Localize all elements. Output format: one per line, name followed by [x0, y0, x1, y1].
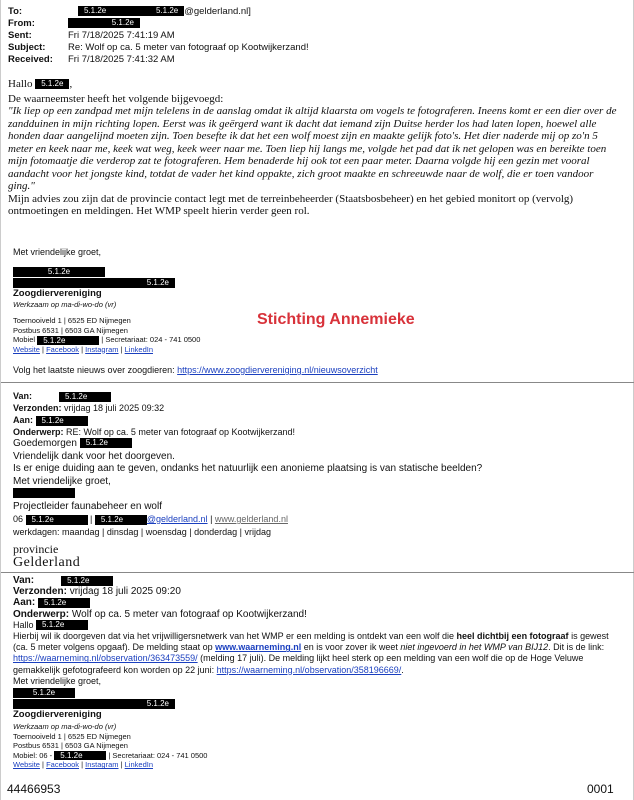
instagram-link[interactable]: Instagram	[85, 760, 119, 770]
stichting-stamp: Stichting Annemieke	[257, 311, 415, 328]
redaction: 5.1.2e	[95, 515, 147, 525]
facebook-link[interactable]: Facebook	[46, 760, 80, 770]
mobile-label: Mobiel: 06 -	[13, 750, 53, 760]
name-redaction-row	[13, 687, 623, 698]
onderwerp-row	[13, 426, 623, 438]
line-1: Vriendelijk dank voor het doorgeven.	[13, 450, 175, 462]
observation-link-1[interactable]: https://waarneming.nl/observation/363473559/	[13, 653, 198, 664]
closing: Met vriendelijke groet,	[13, 675, 102, 686]
divider	[1, 382, 634, 383]
verzonden-value: vrijdag 18 juli 2025 09:20	[69, 586, 181, 598]
aan-row	[13, 597, 623, 608]
facebook-link[interactable]: Facebook	[46, 344, 80, 354]
provincie-line2: Gelderland	[13, 555, 81, 570]
greeting-row	[13, 438, 623, 451]
role: Projectleider faunabeheer en wolf	[13, 500, 162, 512]
subject-label: Subject:	[8, 42, 46, 53]
redaction: 5.1.2e	[35, 79, 69, 89]
received-label: Received:	[8, 54, 53, 65]
news-line	[13, 365, 378, 375]
text-run: en is voor zover ik weet	[301, 642, 401, 653]
redaction: 5.1.2e	[150, 6, 184, 16]
intro: De waarneemster heeft het volgende bijgevoegd:	[8, 92, 224, 105]
message-2	[13, 390, 623, 538]
social-links: Website | Facebook | Instagram | LinkedIn	[13, 760, 153, 770]
advice: Mijn advies zou zijn dat de provincie contact legt met de terreinbeheerder (Staatsbosbeheer) en het gebied monitort op (vervolg) ontmoetingen en meldingen. Het WMP speelt hierin verder geen rol.	[8, 192, 574, 217]
redaction: 5.1.2e	[61, 576, 113, 586]
greeting: Hallo	[13, 619, 34, 630]
divider	[1, 572, 634, 573]
aan-row	[13, 414, 623, 426]
website-link[interactable]: Website	[13, 760, 40, 770]
mobile-label: Mobiel	[13, 335, 36, 344]
linkedin-link[interactable]: LinkedIn	[124, 344, 153, 354]
phone-row	[13, 751, 623, 761]
onderwerp-value: Wolf op ca. 5 meter van fotograaf op Kootwijkerzand!	[71, 608, 307, 620]
van-row	[13, 390, 623, 402]
instagram-link[interactable]: Instagram	[85, 344, 119, 354]
text-run: is gewest (ca. 5 meter volgens opgaaf). De melding staat op	[13, 631, 609, 653]
address-1: Toernooiveld 1 | 6525 ED Nijmegen	[13, 731, 131, 741]
line-2: Is er enige duiding aan te geven, ondanks het natuurlijk een anonieme plaatsing is van statische beelden?	[13, 463, 483, 474]
onderwerp-label: Onderwerp:	[13, 608, 70, 620]
closing: Met vriendelijke groet,	[13, 475, 111, 487]
provincie-line1: provincie	[13, 542, 59, 556]
subject-value: Re: Wolf op ca. 5 meter van fotograaf op Kootwijkerzand!	[68, 42, 309, 53]
from-row	[8, 18, 623, 30]
observer-quote: "Ik liep op een zandpad met mijn telelens in de aanslag omdat ik altijd klaarsta om vogels te fotograferen. Ineens komt er een dier over de zandduinen in mijn richting lopen. Eerst was ik geërgerd want ik dacht dat iemand zijn Duitse herder los had laten lopen, hoewel alle honden daar aangelijnd moeten zijn. Toen besefte ik dat het een wolf moest zijn en maakte gelijk foto's. Het dier naderde mij op zo'n 5 meter en keek naar me, keek wat weg, keek weer naar me. Toen liep hij langs me, volgde het pad dat ik net gelopen was en bereikte toen mijn fotomaatje die verderop zat te fotograferen. Hem benaderde hij ook tot een paar meter. Daarna volgde hij een gezin met vooral aandacht voor het jongste kind, totdat de vader het kind oppakte, zich groot maakte en schreeuwde naar de wolf, die er toen vandoor ging."	[8, 105, 617, 192]
van-label: Van:	[13, 575, 35, 586]
news-text: Volg het laatste nieuws over zoogdieren:	[13, 365, 175, 375]
van-label: Van:	[13, 391, 33, 401]
address-2: Postbus 6531 | 6503 GA Nijmegen	[13, 325, 128, 335]
redaction: 5.1.2e	[13, 688, 75, 698]
report-paragraph	[13, 631, 623, 676]
redaction: 5.1.2e	[36, 620, 88, 630]
secretariaat: | Secretariaat: 024 - 741 0500	[108, 750, 208, 760]
greeting: Hallo	[8, 78, 33, 90]
greeting-line: Hallo 5.1.2e ,	[8, 78, 73, 90]
verzonden-row	[13, 586, 623, 597]
email-header	[8, 6, 623, 66]
redaction: 5.1.2e	[54, 751, 106, 760]
verzonden-label: Verzonden:	[13, 403, 62, 413]
redaction: 5.1.2e	[36, 416, 88, 426]
title-redaction-row	[13, 277, 613, 288]
workdays: werkdagen: maandag | dinsdag | woensdag | donderdag | vrijdag	[13, 526, 272, 537]
secretariaat: | Secretariaat: 024 - 741 0500	[101, 335, 201, 344]
verzonden-row	[13, 402, 623, 414]
page-number: 0001	[587, 782, 614, 796]
text-run: Hierbij wil ik doorgeven dat via het vrijwilligersnetwerk van het WMP er een melding is ontdekt van een wolf die	[13, 631, 457, 642]
signature-1	[13, 247, 613, 354]
van-row	[13, 575, 623, 586]
onderwerp-value: RE: Wolf op ca. 5 meter van fotograaf op Kootwijkerzand!	[66, 427, 295, 437]
provincie-logo	[13, 543, 80, 569]
address-2: Postbus 6531 | 6503 GA Nijmegen	[13, 741, 128, 751]
redaction: 5.1.2e	[78, 6, 150, 16]
work-hours: Werkzaam op ma-di-wo-do (vr)	[13, 721, 117, 731]
text-run: .	[401, 664, 404, 675]
redaction: 5.1.2e	[80, 438, 132, 448]
website-link[interactable]: Website	[13, 344, 40, 354]
redaction: 5.1.2e	[26, 515, 88, 525]
work-hours: Werkzaam op ma-di-wo-do (vr)	[13, 300, 117, 309]
greeting: Goedemorgen	[13, 438, 77, 449]
name-redaction-row	[13, 266, 613, 277]
name-redaction-row	[13, 488, 623, 501]
news-link[interactable]: https://www.zoogdiervereniging.nl/nieuwsoverzicht	[177, 365, 378, 375]
from-label: From:	[8, 18, 35, 29]
to-label: To:	[8, 6, 23, 17]
social-links: Website | Facebook | Instagram | LinkedIn	[13, 344, 153, 354]
greeting-row	[13, 620, 623, 631]
received-row	[8, 54, 623, 66]
title-redaction-row	[13, 698, 623, 709]
verzonden-label: Verzonden:	[13, 586, 67, 598]
redaction: 5.1.2e	[38, 598, 90, 608]
subject-row	[8, 42, 623, 54]
sent-value: Fri 7/18/2025 7:41:19 AM	[68, 30, 175, 41]
redaction: 5.1.2e	[13, 699, 175, 709]
org-name: Zoogdiervereniging	[13, 709, 102, 721]
contact-row: 06 5.1.2e | 5.1.2e @gelderland.nl | www.gelderland.nl	[13, 514, 288, 524]
aan-label: Aan:	[13, 415, 33, 425]
aan-label: Aan:	[13, 597, 36, 609]
waarneming-link[interactable]: www.waarneming.nl	[215, 642, 302, 653]
text-run: (melding 17 juli). De melding lijkt heel sterk op een melding van een wolf die op de Hoge Veluwe gemakkelijk gefotografeerd kon worden op 22 juni:	[13, 653, 584, 675]
italic-run: niet ingevoerd in het WMP van BIJ12	[400, 642, 549, 653]
sent-label: Sent:	[8, 30, 32, 41]
message-body	[8, 78, 620, 218]
address-1: Toernooiveld 1 | 6525 ED Nijmegen	[13, 316, 131, 325]
redaction: 5.1.2e	[37, 336, 99, 345]
sent-row	[8, 30, 623, 42]
bold-run: heel dichtbij een fotograaf	[456, 631, 569, 642]
observation-link-2[interactable]: https://waarneming.nl/observation/358196669/	[216, 664, 402, 675]
closing: Met vriendelijke groet,	[13, 247, 102, 257]
onderwerp-label: Onderwerp:	[13, 427, 64, 437]
email-link[interactable]: @gelderland.nl	[146, 514, 208, 524]
received-value: Fri 7/18/2025 7:41:32 AM	[68, 54, 175, 65]
phone-prefix: 06	[13, 514, 24, 524]
to-row	[8, 6, 623, 18]
message-3	[13, 575, 623, 770]
redaction: 5.1.2e	[13, 278, 175, 288]
website-link[interactable]: www.gelderland.nl	[214, 514, 288, 524]
redaction: 5.1.2e	[13, 267, 105, 277]
redaction: 5.1.2e	[59, 392, 111, 402]
onderwerp-row	[13, 609, 623, 620]
linkedin-link[interactable]: LinkedIn	[124, 760, 153, 770]
document-number: 44466953	[7, 782, 61, 796]
to-domain: @gelderland.nl]	[184, 6, 251, 17]
redaction: 5.1.2e	[13, 488, 75, 498]
org-name: Zoogdiervereniging	[13, 288, 102, 299]
redaction: 5.1.2e	[68, 18, 140, 28]
text-run: . Dit is de link:	[548, 642, 605, 653]
phone-row	[13, 335, 613, 345]
verzonden-value: vrijdag 18 juli 2025 09:32	[64, 403, 165, 413]
